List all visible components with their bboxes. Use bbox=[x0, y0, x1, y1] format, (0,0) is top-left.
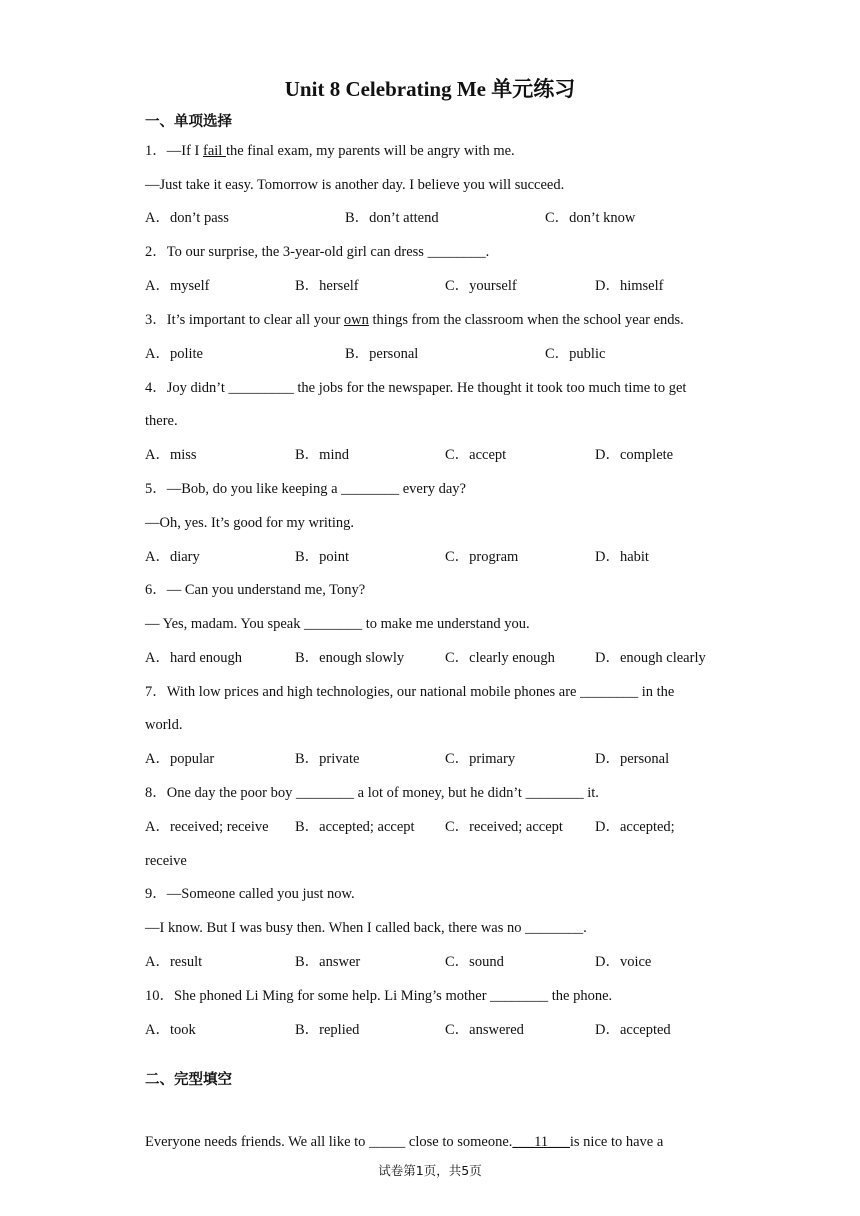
option-a: A．took bbox=[145, 1022, 196, 1038]
option-c: C．yourself bbox=[445, 278, 517, 294]
question-4-continued: there. bbox=[145, 413, 178, 429]
option-d: D．voice bbox=[595, 954, 652, 970]
question-7-continued: world. bbox=[145, 717, 183, 733]
question-3-text-a: 3．It’s important to clear all your bbox=[145, 312, 344, 328]
question-1-options bbox=[145, 208, 725, 228]
option-b: B．replied bbox=[295, 1022, 360, 1038]
question-4: 4．Joy didn’t _________ the jobs for the newspaper. He thought it took too much time to get bbox=[145, 380, 687, 396]
question-1-text-b: the final exam, my parents will be angry with me. bbox=[225, 143, 515, 159]
option-d: D．accepted bbox=[595, 1022, 671, 1038]
cloze-passage-text-b: is nice to have a bbox=[569, 1134, 664, 1150]
page-title: Unit 8 Celebrating Me 单元练习 bbox=[284, 77, 576, 101]
question-4-options bbox=[145, 445, 725, 465]
option-d: D．enough clearly bbox=[595, 650, 706, 666]
question-8-option-d-continued: receive bbox=[145, 853, 187, 869]
option-c: C．sound bbox=[445, 954, 504, 970]
option-d: D．himself bbox=[595, 278, 664, 294]
cloze-passage bbox=[145, 1132, 725, 1152]
question-8-options bbox=[145, 817, 725, 837]
question-6-response: — Yes, madam. You speak ________ to make me understand you. bbox=[145, 616, 530, 632]
question-3-options bbox=[145, 344, 725, 364]
option-c: C．received; accept bbox=[445, 819, 563, 835]
option-a: A．polite bbox=[145, 346, 203, 362]
option-c: C．primary bbox=[445, 751, 516, 767]
option-a: A．diary bbox=[145, 549, 200, 565]
question-7: 7．With low prices and high technologies, our national mobile phones are ________ in the bbox=[145, 684, 675, 700]
question-1-underlined-word: fail bbox=[203, 143, 226, 159]
option-b: B．herself bbox=[295, 278, 359, 294]
question-5-options bbox=[145, 547, 725, 567]
option-b: B．point bbox=[295, 549, 349, 565]
question-8: 8．One day the poor boy ________ a lot of money, but he didn’t ________ it. bbox=[145, 785, 599, 801]
option-c: C．accept bbox=[445, 447, 507, 463]
option-a: A．popular bbox=[145, 751, 215, 767]
question-1-text-a: 1．—If I bbox=[145, 143, 203, 159]
option-c: C．answered bbox=[445, 1022, 524, 1038]
cloze-blank-11: ___11___ bbox=[512, 1134, 570, 1150]
option-c: C．don’t know bbox=[545, 210, 636, 226]
option-b: B．private bbox=[295, 751, 360, 767]
cloze-passage-text-a: Everyone needs friends. We all like to _____ close to someone. bbox=[145, 1134, 513, 1150]
question-9-response: —I know. But I was busy then. When I called back, there was no ________. bbox=[145, 920, 587, 936]
question-6-options bbox=[145, 648, 725, 668]
question-3-underlined-word: own bbox=[343, 312, 369, 328]
question-9-options bbox=[145, 952, 725, 972]
option-d: D．accepted; bbox=[595, 819, 675, 835]
question-5-response: —Oh, yes. It’s good for my writing. bbox=[145, 515, 355, 531]
option-a: A．don’t pass bbox=[145, 210, 229, 226]
option-b: B．accepted; accept bbox=[295, 819, 415, 835]
option-c: C．program bbox=[445, 549, 519, 565]
option-a: A．received; receive bbox=[145, 819, 269, 835]
question-3 bbox=[145, 310, 725, 330]
option-a: A．miss bbox=[145, 447, 197, 463]
question-5: 5．—Bob, do you like keeping a ________ every day? bbox=[145, 481, 466, 497]
option-b: B．mind bbox=[295, 447, 349, 463]
question-3-text-b: things from the classroom when the school year ends. bbox=[368, 312, 684, 328]
option-d: D．habit bbox=[595, 549, 649, 565]
option-a: A．hard enough bbox=[145, 650, 243, 666]
option-d: D．personal bbox=[595, 751, 670, 767]
question-1 bbox=[145, 141, 725, 161]
section-heading-multiple-choice: 一、单项选择 bbox=[145, 114, 232, 130]
option-a: A．myself bbox=[145, 278, 210, 294]
question-10: 10．She phoned Li Ming for some help. Li Ming’s mother ________ the phone. bbox=[145, 988, 613, 1004]
option-c: C．clearly enough bbox=[445, 650, 555, 666]
question-9: 9．—Someone called you just now. bbox=[145, 886, 355, 902]
question-6: 6．— Can you understand me, Tony? bbox=[145, 582, 366, 598]
question-2: 2．To our surprise, the 3-year-old girl can dress ________. bbox=[145, 244, 490, 260]
option-b: B．don’t attend bbox=[345, 210, 439, 226]
question-7-options bbox=[145, 749, 725, 769]
option-b: B．personal bbox=[345, 346, 419, 362]
option-d: D．complete bbox=[595, 447, 674, 463]
question-10-options bbox=[145, 1020, 725, 1040]
question-1-response: —Just take it easy. Tomorrow is another day. I believe you will succeed. bbox=[145, 177, 565, 193]
option-b: B．enough slowly bbox=[295, 650, 405, 666]
section-heading-cloze: 二、完型填空 bbox=[145, 1072, 232, 1088]
question-2-options bbox=[145, 276, 725, 296]
option-c: C．public bbox=[545, 346, 606, 362]
option-a: A．result bbox=[145, 954, 203, 970]
option-b: B．answer bbox=[295, 954, 361, 970]
page-footer: 试卷第1页，共5页 bbox=[378, 1163, 482, 1178]
